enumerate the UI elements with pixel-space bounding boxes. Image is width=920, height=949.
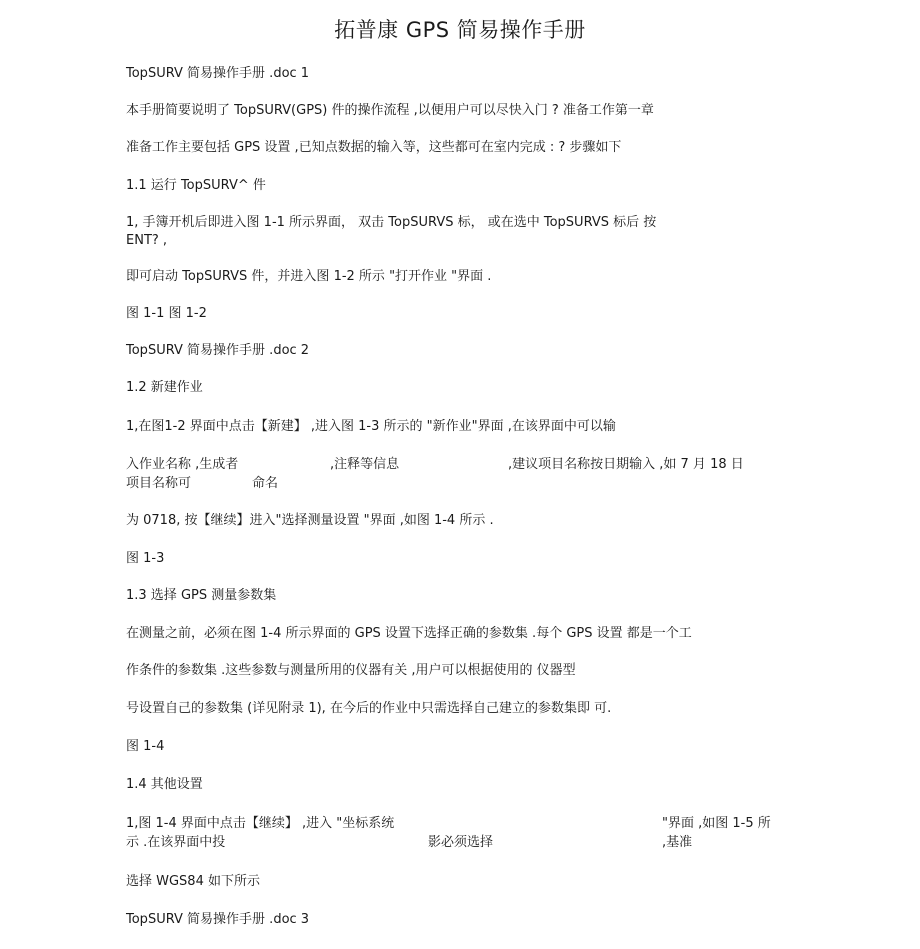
figure-caption-1-3: 图 1-3 — [126, 551, 165, 566]
paragraph-params-3: 号设置自己的参数集 (详见附录 1), 在今后的作业中只需选择自己建立的参数集即 可. — [126, 701, 612, 716]
paragraph-intro: 本手册简要说明了 TopSURV(GPS) 件的操作流程 ,以便用户可以尽快入门 ? 准备工作第一章 — [126, 103, 654, 118]
paragraph-params-1: 在测量之前，必须在图 1-4 所示界面的 GPS 设置下选择正确的参数集 .每个 GPS 设置 都是一个工 — [126, 626, 692, 641]
section-heading-1-4: 1.4 其他设置 — [126, 777, 203, 792]
text-segment: 入作业名称 ,生成者 — [126, 457, 239, 472]
text-segment: 示 .在该界面中投 — [126, 835, 226, 850]
page-title: 拓普康 GPS 简易操作手册 — [334, 18, 586, 42]
text-segment: 1,图 1-4 界面中点击【继续】 ,进入 "坐标系统 — [126, 816, 395, 831]
paragraph-doc-ref-3: TopSURV 简易操作手册 .doc 3 — [126, 912, 310, 927]
text-segment: ,注释等信息 — [330, 457, 400, 472]
paragraph-wgs84: 选择 WGS84 如下所示 — [126, 874, 260, 889]
paragraph-params-2: 作条件的参数集 .这些参数与测量所用的仪器有关 ,用户可以根据使用的 仪器型 — [126, 663, 576, 678]
paragraph-step-1-line-1: 1, 手簿开机后即进入图 1-1 所示界面， 双击 TopSURVS 标， 或在选中 TopSURVS 标后 按 — [126, 215, 657, 230]
text-segment: 命名 — [252, 476, 279, 491]
paragraph-new-job: 1,在图1-2 界面中点击【新建】 ,进入图 1-3 所示的 "新作业"界面 ,在该界面中可以输 — [126, 419, 616, 434]
paragraph-doc-ref-2: TopSURV 简易操作手册 .doc 2 — [126, 343, 310, 358]
paragraph-prep: 准备工作主要包括 GPS 设置 ,已知点数据的输入等，这些都可在室内完成 : ? 步骤如下 — [126, 140, 622, 155]
text-segment: 项目名称可 — [126, 476, 192, 491]
text-segment: ,建议项目名称按日期输入 ,如 7 月 18 日 — [508, 457, 744, 472]
section-heading-1-2: 1.2 新建作业 — [126, 380, 203, 395]
section-heading-1-1: 1.1 运行 TopSURV^ 件 — [126, 178, 266, 193]
paragraph-step-1-line-2: ENT? , — [126, 233, 168, 248]
text-segment: 影必须选择 — [428, 835, 494, 850]
figure-caption-1-1-1-2: 图 1-1 图 1-2 — [126, 306, 207, 321]
figure-caption-1-4: 图 1-4 — [126, 739, 165, 754]
paragraph-continue: 为 0718, 按【继续】进入"选择测量设置 "界面 ,如图 1-4 所示 . — [126, 513, 494, 528]
paragraph-doc-ref-1: TopSURV 简易操作手册 .doc 1 — [126, 66, 310, 81]
paragraph-start-topsurv: 即可启动 TopSURVS 件，并进入图 1-2 所示 "打开作业 "界面 . — [126, 269, 492, 284]
text-segment: "界面 ,如图 1-5 所 — [662, 816, 771, 831]
text-segment: ,基准 — [662, 835, 693, 850]
section-heading-1-3: 1.3 选择 GPS 测量参数集 — [126, 588, 277, 603]
